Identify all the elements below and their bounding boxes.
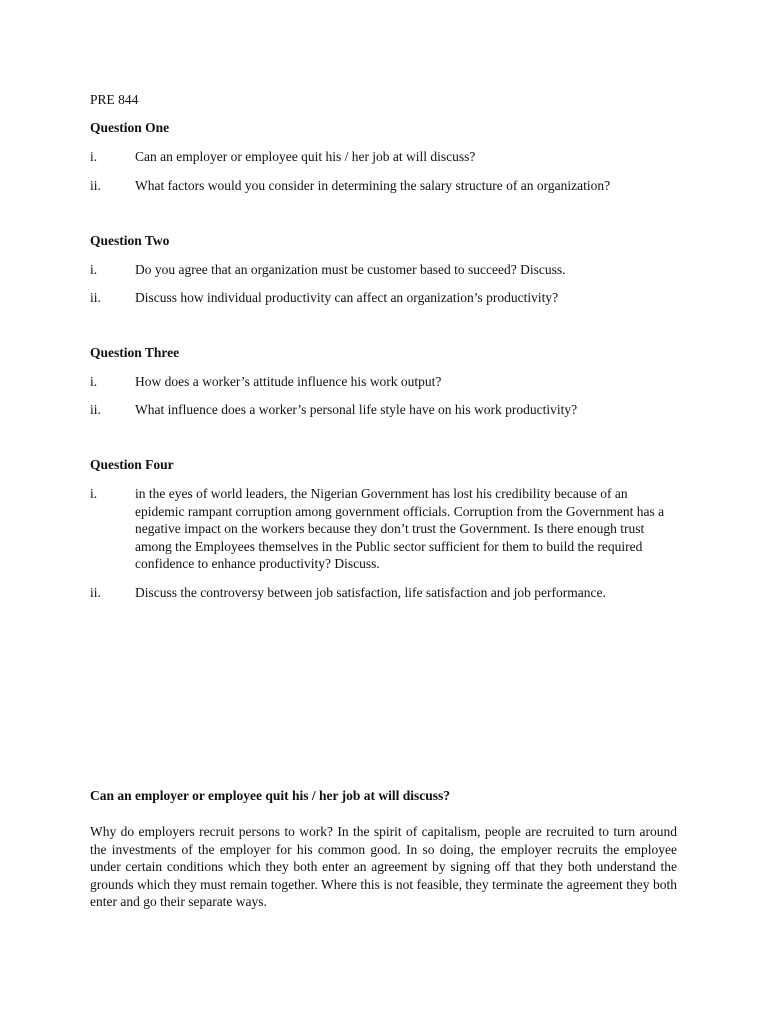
item-number: i.	[90, 486, 98, 501]
item-text: What influence does a worker’s personal life style have on his work productivity?	[135, 402, 578, 417]
question-one-item-2	[90, 177, 680, 195]
question-two-item-2	[90, 289, 680, 307]
answer-paragraph: Why do employers recruit persons to work? In the spirit of capitalism, people are recruited to turn around the investments of the employer for his common good. In so doing, the employer recruits the employee under certain conditions which they both enter an agreement by signing off that they both understand the grounds which they must remain together. Where this is not feasible, they terminate the agreement they both enter and go their separate ways.	[90, 824, 677, 910]
question-two-item-1	[90, 261, 680, 279]
question-three-item-2	[90, 401, 680, 419]
question-one-item-1	[90, 148, 680, 166]
item-number: i.	[90, 149, 98, 164]
item-number: i.	[90, 374, 98, 389]
item-text: How does a worker’s attitude influence his work output?	[135, 374, 442, 389]
item-text: Discuss how individual productivity can affect an organization’s productivity?	[135, 290, 559, 305]
item-text: What factors would you consider in determining the salary structure of an organization?	[135, 178, 611, 193]
question-three-heading: Question Three	[90, 345, 180, 360]
item-text: Discuss the controversy between job satisfaction, life satisfaction and job performance.	[135, 585, 606, 600]
course-code: PRE 844	[90, 92, 139, 107]
question-two-heading: Question Two	[90, 233, 170, 248]
question-one-heading: Question One	[90, 120, 170, 135]
item-number: i.	[90, 262, 98, 277]
question-three-item-1	[90, 373, 680, 391]
item-number: ii.	[90, 402, 101, 417]
item-number: ii.	[90, 178, 101, 193]
question-four-item-2	[90, 584, 680, 602]
item-number: ii.	[90, 585, 101, 600]
item-number: ii.	[90, 290, 101, 305]
question-four-heading: Question Four	[90, 457, 174, 472]
answer-heading: Can an employer or employee quit his / her job at will discuss?	[90, 788, 451, 803]
item-text: in the eyes of world leaders, the Nigerian Government has lost his credibility because of an epidemic rampant corruption among government officials. Corruption from the Government has a negative impact on the workers because they don’t trust the Government. Is there enough trust among the Employees themselves in the Public sector sufficient for them to build the required confidence to enhance productivity? Discuss.	[135, 486, 665, 571]
item-text: Do you agree that an organization must be customer based to succeed? Discuss.	[135, 262, 566, 277]
question-four-item-1	[90, 485, 680, 573]
item-text: Can an employer or employee quit his / her job at will discuss?	[135, 149, 476, 164]
